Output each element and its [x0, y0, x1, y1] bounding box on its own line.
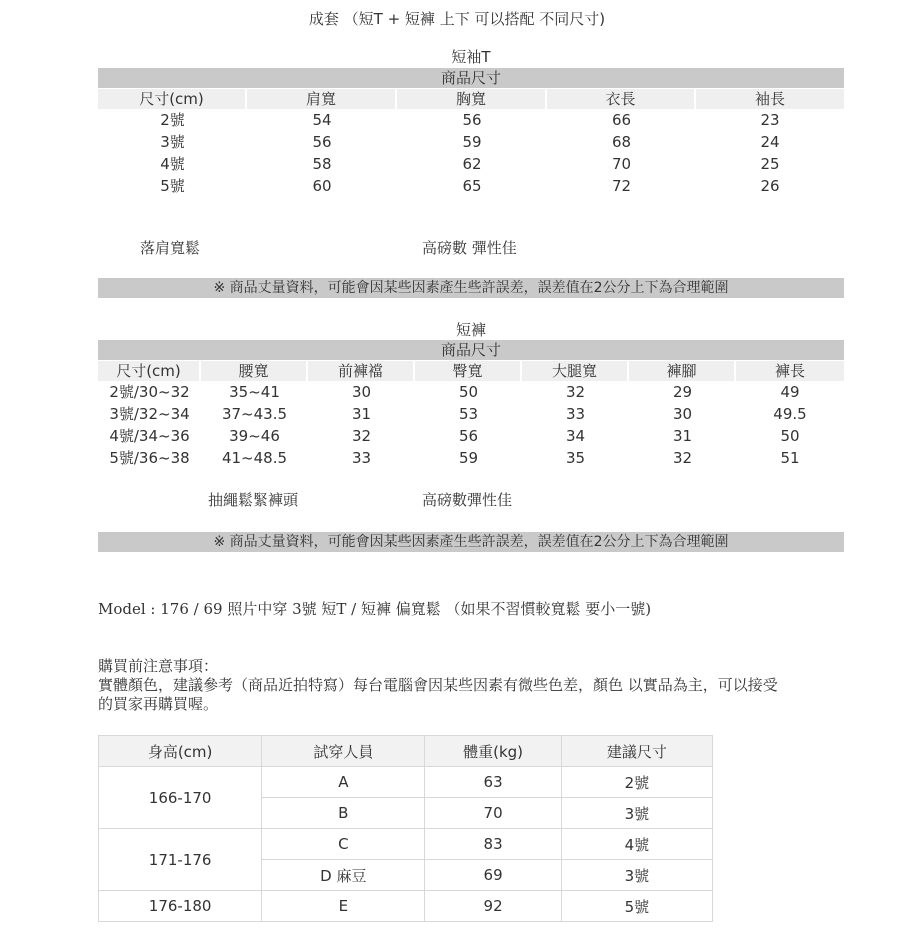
shirt-size-table: [98, 89, 844, 197]
table-cell: 33: [565, 405, 586, 423]
table-row: [98, 447, 844, 469]
table-cell: 65: [462, 177, 482, 195]
table-cell: 25: [760, 155, 780, 173]
table-cell: 92: [425, 891, 561, 922]
notice-title: 購買前注意事項：: [98, 657, 219, 675]
table-cell: 62: [462, 155, 482, 173]
table-row: [98, 131, 844, 153]
table-cell: 49: [780, 383, 800, 401]
shirt-col-header: 袖長: [696, 89, 844, 109]
height-cell: 176-180: [99, 891, 262, 922]
table-cell: 3號: [160, 133, 185, 151]
shirt-heading: 短袖T: [451, 48, 491, 66]
shirt-col-header: 尺寸(cm): [98, 89, 247, 109]
notice-line: 的買家再購買喔。: [98, 695, 219, 713]
table-cell: 50: [780, 427, 800, 445]
fit-col-header: 體重(kg): [425, 736, 561, 767]
shirt-feature-left: 落肩寬鬆: [140, 239, 201, 257]
table-row: [98, 175, 844, 197]
table-cell: 56: [458, 427, 479, 445]
table-cell: 69: [425, 860, 561, 891]
model-info: Model : 176 / 69 照片中穿 3號 短T / 短褲 偏寬鬆 （如果不習慣較寬鬆 要小一號): [98, 600, 652, 618]
fit-col-header: 建議尺寸: [561, 736, 712, 767]
table-cell: 30: [351, 383, 372, 401]
table-row: [98, 425, 844, 447]
table-cell: 58: [312, 155, 332, 173]
table-row: [99, 767, 713, 798]
table-cell: C: [262, 829, 425, 860]
shirt-subheading: 商品尺寸: [98, 68, 844, 88]
shorts-col-header: 大腿寬: [522, 361, 629, 381]
table-cell: 50: [458, 383, 479, 401]
shorts-heading: 短褲: [455, 321, 486, 339]
shorts-col-header: 腰寬: [201, 361, 308, 381]
table-cell: 3號: [561, 860, 712, 891]
table-cell: 54: [312, 111, 332, 129]
height-cell: 171-176: [99, 829, 262, 891]
shorts-col-header: 臀寬: [415, 361, 522, 381]
table-cell: 72: [611, 177, 632, 195]
shorts-feature-right: 高磅數彈性佳: [422, 491, 513, 509]
table-cell: 32: [565, 383, 586, 401]
table-cell: 59: [458, 449, 479, 467]
shirt-col-header: 衣長: [547, 89, 696, 109]
shirt-header-row: [98, 89, 844, 109]
table-row: [98, 403, 844, 425]
table-cell: 56: [462, 111, 482, 129]
table-cell: 41~48.5: [221, 449, 288, 467]
table-cell: E: [262, 891, 425, 922]
table-cell: 30: [672, 405, 693, 423]
table-cell: 5號: [160, 177, 185, 195]
fit-col-header: 身高(cm): [99, 736, 262, 767]
table-cell: 31: [672, 427, 693, 445]
table-cell: A: [262, 767, 425, 798]
table-cell: 59: [462, 133, 482, 151]
table-cell: 35: [565, 449, 586, 467]
table-cell: 60: [312, 177, 332, 195]
table-cell: 35~41: [229, 383, 280, 401]
table-cell: 4號: [561, 829, 712, 860]
table-cell: D 麻豆: [262, 860, 425, 891]
notice-line: 實體顏色，建議參考（商品近拍特寫）每台電腦會因某些因素有微些色差，顏色 以實品為主，可以接受: [98, 676, 778, 694]
height-cell: 166-170: [99, 767, 262, 829]
table-cell: 70: [611, 155, 632, 173]
table-cell: 23: [760, 111, 780, 129]
table-cell: 70: [425, 798, 561, 829]
table-header-row: [99, 736, 713, 767]
shirt-measure-note: ※ 商品丈量資料，可能會因某些因素產生些許誤差，誤差值在2公分上下為合理範圍: [98, 278, 844, 298]
table-row: [98, 153, 844, 175]
table-cell: 4號/34~36: [109, 427, 190, 445]
table-cell: 2號: [561, 767, 712, 798]
table-cell: 37~43.5: [221, 405, 288, 423]
table-cell: 83: [425, 829, 561, 860]
table-cell: 51: [780, 449, 800, 467]
table-cell: 68: [611, 133, 632, 151]
table-cell: 31: [351, 405, 372, 423]
shorts-col-header: 褲長: [736, 361, 844, 381]
table-cell: 2號: [160, 111, 185, 129]
table-cell: 24: [760, 133, 780, 151]
table-cell: 56: [312, 133, 332, 151]
table-cell: 4號: [160, 155, 185, 173]
shirt-col-header: 胸寬: [397, 89, 547, 109]
table-row: [99, 891, 713, 922]
shorts-header-row: [98, 361, 844, 381]
table-cell: 49.5: [773, 405, 807, 423]
shorts-feature-left: 抽繩鬆緊褲頭: [208, 491, 299, 509]
fitting-table: [98, 735, 713, 922]
table-cell: 5號: [561, 891, 712, 922]
table-cell: 3號: [561, 798, 712, 829]
shorts-col-header: 前褲襠: [308, 361, 415, 381]
table-cell: 3號/32~34: [109, 405, 190, 423]
table-cell: 29: [672, 383, 693, 401]
table-cell: 63: [425, 767, 561, 798]
table-cell: 32: [672, 449, 693, 467]
shirt-feature-right: 高磅數 彈性佳: [422, 239, 517, 257]
table-row: [98, 109, 844, 131]
purchase-notice: [98, 657, 838, 714]
shorts-col-header: 尺寸(cm): [98, 361, 201, 381]
table-row: [99, 829, 713, 860]
table-cell: B: [262, 798, 425, 829]
page-title: 成套 （短T + 短褲 上下 可以搭配 不同尺寸): [308, 10, 606, 28]
shorts-subheading: 商品尺寸: [98, 340, 844, 360]
table-cell: 33: [351, 449, 372, 467]
table-cell: 26: [760, 177, 780, 195]
table-cell: 39~46: [229, 427, 280, 445]
shorts-size-table: [98, 361, 844, 469]
table-cell: 53: [458, 405, 479, 423]
shorts-col-header: 褲腳: [629, 361, 736, 381]
table-row: [98, 381, 844, 403]
shirt-col-header: 肩寬: [247, 89, 397, 109]
table-cell: 34: [565, 427, 586, 445]
table-cell: 66: [611, 111, 632, 129]
table-cell: 2號/30~32: [109, 383, 190, 401]
table-cell: 5號/36~38: [109, 449, 190, 467]
table-cell: 32: [351, 427, 372, 445]
fit-col-header: 試穿人員: [262, 736, 425, 767]
shorts-measure-note: ※ 商品丈量資料，可能會因某些因素產生些許誤差，誤差值在2公分上下為合理範圍: [98, 532, 844, 552]
